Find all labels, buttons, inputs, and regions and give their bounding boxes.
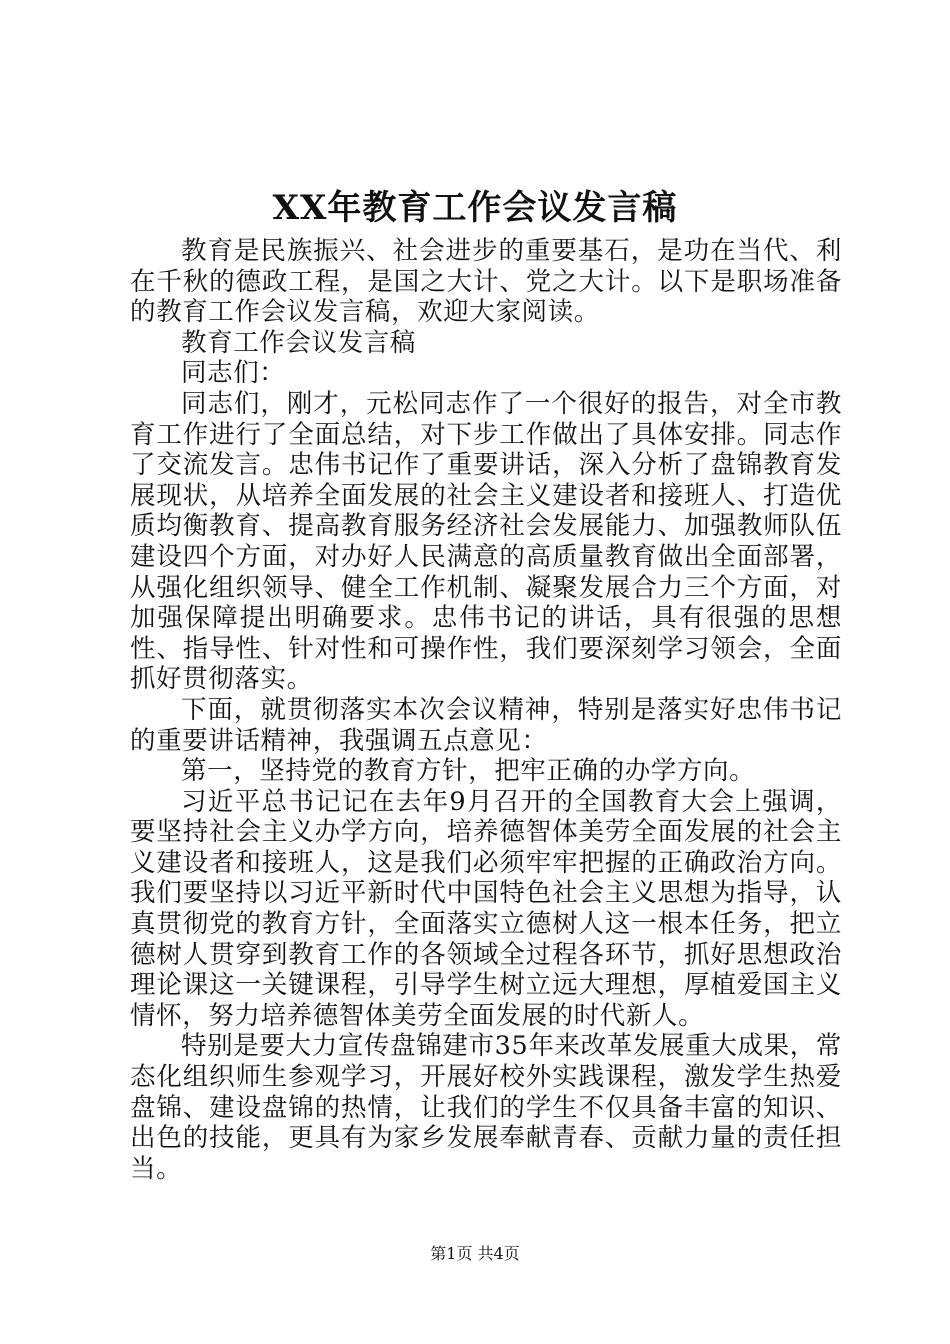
paragraph-intro: 教育是民族振兴、社会进步的重要基石，是功在当代、利在千秋的德政工程，是国之大计、党之大计。以下是职场准备的教育工作会议发言稿，欢迎大家阅读。 — [130, 236, 842, 328]
paragraph-panjin-promotion: 特别是要大力宣传盘锦建市35年来改革发展重大成果，常态化组织师生参观学习，开展好校外实践课程，激发学生热爱盘锦、建设盘锦的热情，让我们的学生不仅具备丰富的知识、出色的技能，更具有为家乡发展奉献青春、贡献力量的责任担当。 — [130, 1031, 842, 1184]
page-number-footer: 第1页 共4页 — [430, 1244, 520, 1263]
paragraph-report-summary: 同志们，刚才，元松同志作了一个很好的报告，对全市教育工作进行了全面总结，对下步工作做出了具体安排。同志作了交流发言。忠伟书记作了重要讲话，深入分析了盘锦教育发展现状，从培养全面发展的社会主义建设者和接班人、打造优质均衡教育、提高教育服务经济社会发展能力、加强教师队伍建设四个方面，对办好人民满意的高质量教育做出全面部署，从强化组织领导、健全工作机制、凝聚发展合力三个方面，对加强保障提出明确要求。忠伟书记的讲话，具有很强的思想性、指导性、针对性和可操作性，我们要深刻学习领会，全面抓好贯彻落实。 — [130, 388, 842, 695]
document-title: XX年教育工作会议发言稿 — [272, 188, 678, 228]
document-body — [130, 236, 842, 1184]
paragraph-five-points: 下面，就贯彻落实本次会议精神，特别是落实好忠伟书记的重要讲话精神，我强调五点意见： — [130, 694, 842, 756]
paragraph-point-one-heading: 第一，坚持党的教育方针，把牢正确的办学方向。 — [181, 756, 756, 787]
paragraph-subtitle: 教育工作会议发言稿 — [181, 327, 416, 358]
paragraph-point-one-body: 习近平总书记记在去年9月召开的全国教育大会上强调，要坚持社会主义办学方向，培养德智体美劳全面发展的社会主义建设者和接班人，这是我们必须牢牢把握的正确政治方向。我们要坚持以习近平新时代中国特色社会主义思想为指导，认真贯彻党的教育方针，全面落实立德树人这一根本任务，把立德树人贯穿到教育工作的各领域全过程各环节，抓好思想政治理论课这一关键课程，引导学生树立远大理想，厚植爱国主义情怀，努力培养德智体美劳全面发展的时代新人。 — [130, 786, 842, 1031]
paragraph-salutation: 同志们： — [181, 358, 286, 389]
